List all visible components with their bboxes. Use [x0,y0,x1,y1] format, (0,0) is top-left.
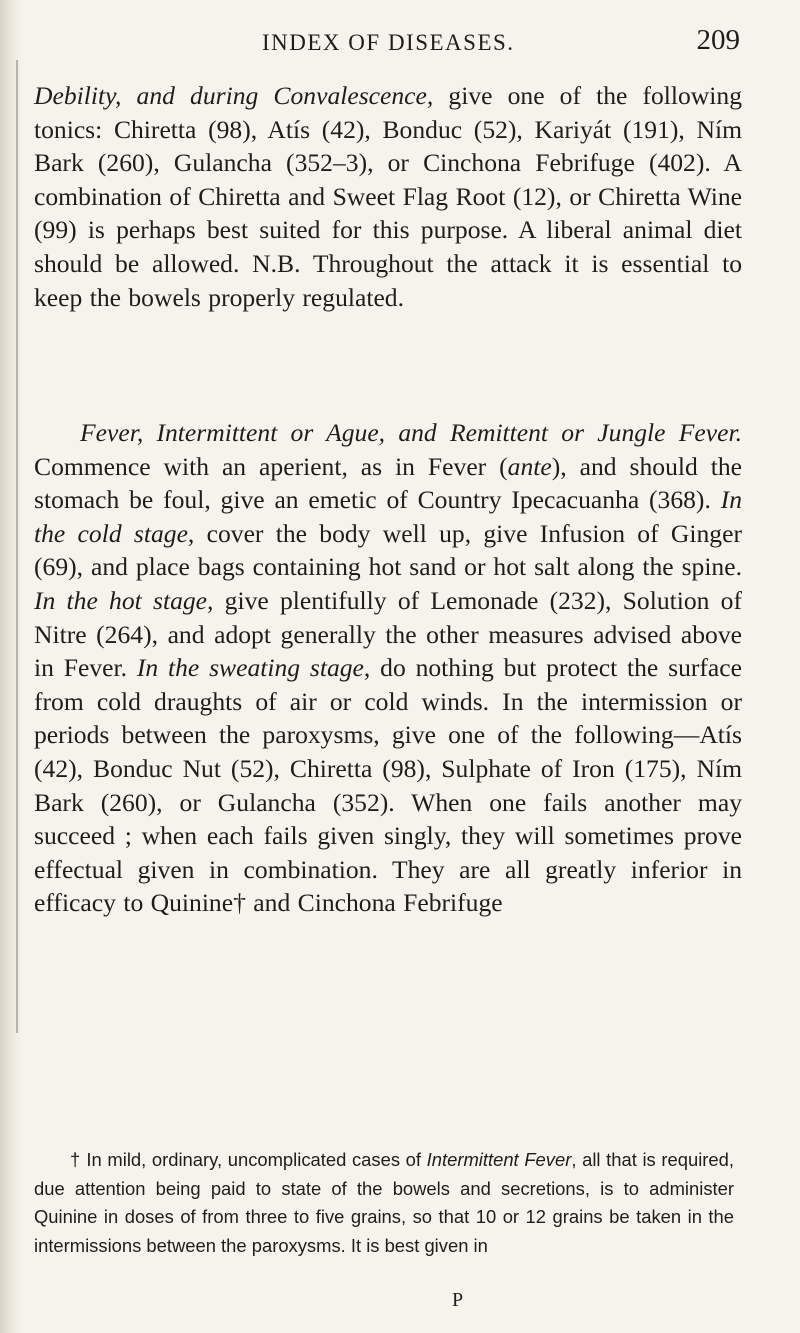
text-run: ), and should the stomach be foul, give an emetic of Country Ipecacuanha (368). [34,451,742,515]
text-run: † and Cinchona Febrifuge [233,888,503,918]
page-header [30,22,740,62]
paragraph-text [34,79,742,314]
page-number: 209 [696,24,740,56]
footnote [34,1146,734,1260]
italic-term: Intermittent Fever [426,1149,572,1170]
text-run [121,81,136,110]
text-run: , all that is required, due attention being paid to state of the bowels and secretions, is to administer Quinine in doses of from three to five grains, so that 10 or 12 grains be taken in the intermissions between the paroxysms. It is best given in [34,1149,734,1256]
text-run: give one of the following tonics: Chiretta (98), Atís (42), Bonduc (52), Kariyát (191), Ním Bark (260), Gulancha (352–3), or Cinchona Febrifuge (402). A combination of Chiretta and Sweet Flag Root (12), or Chiretta Wine (99) is perhaps best suited for this purpose. A liberal animal diet should be allowed. N.B. Throughout the attack it is essential to keep the bowels properly regulated. [34,81,742,312]
text-run: give plentifully of Lemonade (232), Solution of Nitre (264), and adopt generally the other measures advised above in Fever. [34,585,742,683]
text-run: † In mild, ordinary, uncomplicated cases of [70,1149,427,1170]
italic-term: In the cold stage, [34,485,742,548]
running-head: INDEX OF DISEASES. [262,30,515,55]
paragraph-fever-intermittent [34,416,742,920]
italic-term: In the hot stage, [34,585,214,615]
paragraph-text [34,416,742,920]
italic-term: In the sweating stage, [136,653,371,683]
italic-term: and during Convalescence, [136,81,434,110]
italic-term: ante [507,451,552,481]
text-run: cover the body well up, give Infusion of Ginger (69), and place bags containing hot sand or hot salt along the spine. [34,518,742,582]
text-run: Commence with an aperient, as in Fever ( [34,451,508,481]
italic-term: Fever, Intermittent or Ague, and Remittent or Jungle Fever. [80,418,742,447]
text-run: do nothing but protect the surface from cold draughts of air or cold winds. In the intermission or periods between the paroxysms, give one of the following—Atís (42), Bonduc Nut (52), Chiretta (98), Sulphate of Iron (175), Ním Bark (260), or Gulancha (352). When one fails another may succeed ; when each fails given singly, they will sometimes prove effectual given in combination. They are all greatly inferior in efficacy to Quinine [34,653,742,918]
italic-term: Debility, [34,81,122,110]
binding-shadow-line [16,60,18,1033]
page-binding-edge [0,0,22,1333]
paragraph-debility [34,79,742,314]
signature-mark: P [452,1289,464,1311]
